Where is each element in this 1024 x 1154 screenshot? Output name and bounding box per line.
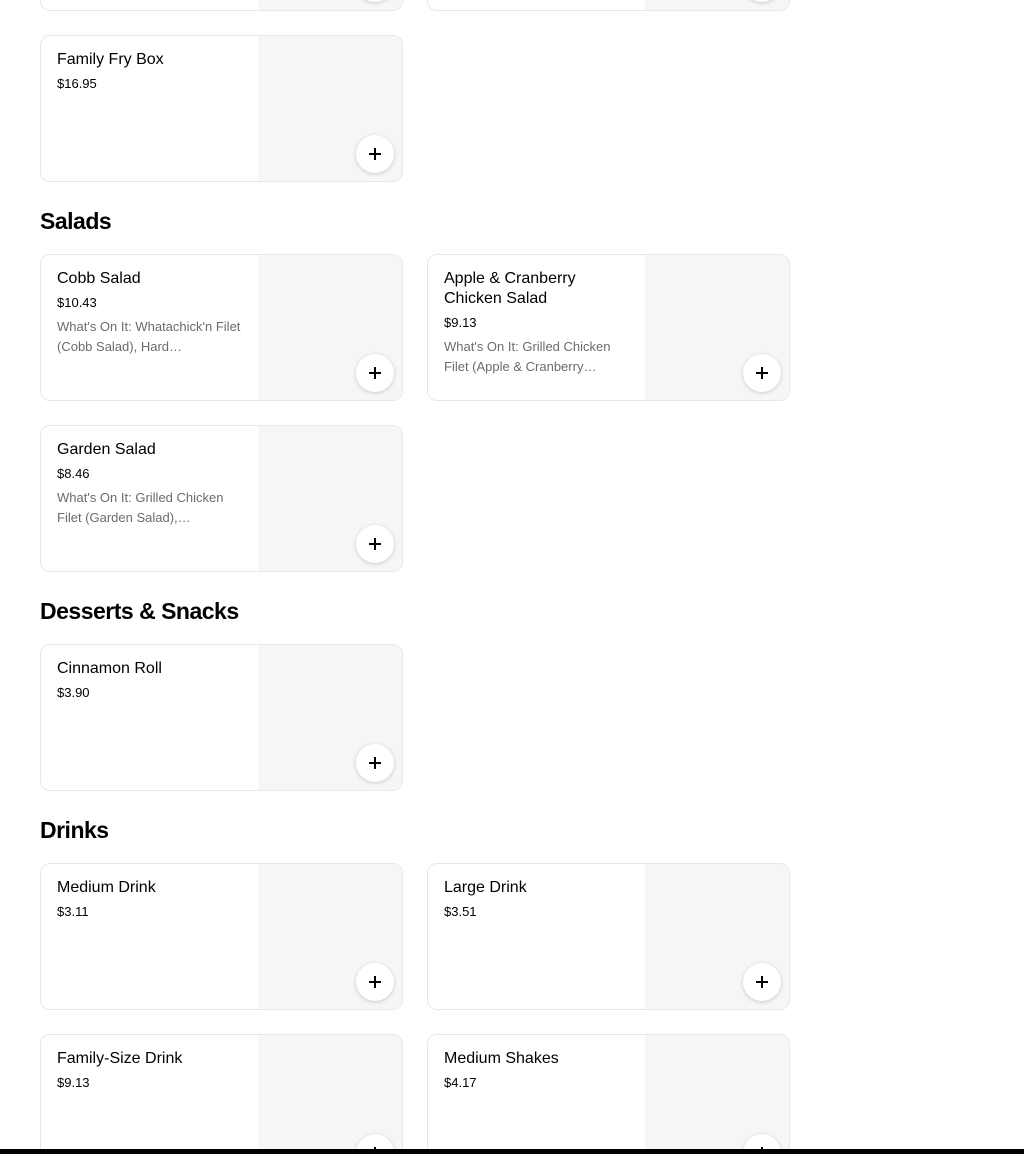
item-name: Family-Size Drink bbox=[57, 1050, 183, 1067]
plus-icon bbox=[369, 367, 381, 379]
item-description: What's On It: Grilled Chicken Filet (Garden Salad),… bbox=[57, 490, 224, 525]
menu-item-apple-cranberry-chicken-salad[interactable] bbox=[427, 254, 790, 401]
item-price: $3.51 bbox=[444, 904, 477, 919]
item-description: What's On It: Grilled Chicken Filet (Apple & Cranberry… bbox=[444, 339, 611, 374]
section-title-drinks: Drinks bbox=[40, 817, 109, 843]
add-item-button[interactable] bbox=[743, 354, 781, 392]
plus-icon bbox=[756, 976, 768, 988]
item-price: $4.17 bbox=[444, 1075, 477, 1090]
item-name: Medium Shakes bbox=[444, 1050, 559, 1067]
menu-item-card[interactable] bbox=[427, 0, 790, 11]
add-item-button[interactable] bbox=[356, 963, 394, 1001]
menu-item-large-drink[interactable] bbox=[427, 863, 790, 1010]
menu-item-cobb-salad[interactable] bbox=[40, 254, 403, 401]
menu-item-medium-drink[interactable] bbox=[40, 863, 403, 1010]
item-name: Medium Drink bbox=[57, 879, 156, 896]
plus-icon bbox=[756, 367, 768, 379]
menu-item-medium-shakes[interactable] bbox=[427, 1034, 790, 1154]
menu-item-cinnamon-roll[interactable] bbox=[40, 644, 403, 791]
add-item-button[interactable] bbox=[743, 963, 781, 1001]
section-title-salads: Salads bbox=[40, 208, 112, 234]
item-name: Apple & Cranberry Chicken Salad bbox=[444, 270, 576, 307]
section-title-desserts-snacks: Desserts & Snacks bbox=[40, 598, 239, 624]
item-image-placeholder bbox=[258, 0, 402, 10]
item-name: Garden Salad bbox=[57, 441, 156, 458]
plus-icon bbox=[369, 538, 381, 550]
item-name: Family Fry Box bbox=[57, 51, 164, 68]
menu-item-card[interactable] bbox=[40, 0, 403, 11]
item-name: Cinnamon Roll bbox=[57, 660, 162, 677]
plus-icon bbox=[369, 976, 381, 988]
menu-item-family-fry-box[interactable] bbox=[40, 35, 403, 182]
plus-icon bbox=[369, 757, 381, 769]
item-price: $3.11 bbox=[57, 904, 89, 919]
item-price: $3.90 bbox=[57, 685, 90, 700]
item-price: $8.46 bbox=[57, 466, 90, 481]
item-name: Cobb Salad bbox=[57, 270, 141, 287]
item-name: Large Drink bbox=[444, 879, 527, 896]
item-price: $9.13 bbox=[57, 1075, 90, 1090]
bottom-edge-bar bbox=[0, 1149, 1024, 1154]
item-price: $16.95 bbox=[57, 76, 97, 91]
add-item-button[interactable] bbox=[356, 135, 394, 173]
add-item-button[interactable] bbox=[356, 525, 394, 563]
item-price: $9.13 bbox=[444, 315, 477, 330]
item-description: What's On It: Whatachick'n Filet (Cobb Salad), Hard… bbox=[57, 319, 241, 354]
plus-icon bbox=[369, 148, 381, 160]
add-item-button[interactable] bbox=[356, 354, 394, 392]
menu-item-family-size-drink[interactable] bbox=[40, 1034, 403, 1154]
item-price: $10.43 bbox=[57, 295, 97, 310]
menu-item-garden-salad[interactable] bbox=[40, 425, 403, 572]
item-image-placeholder bbox=[645, 0, 789, 10]
add-item-button[interactable] bbox=[356, 744, 394, 782]
